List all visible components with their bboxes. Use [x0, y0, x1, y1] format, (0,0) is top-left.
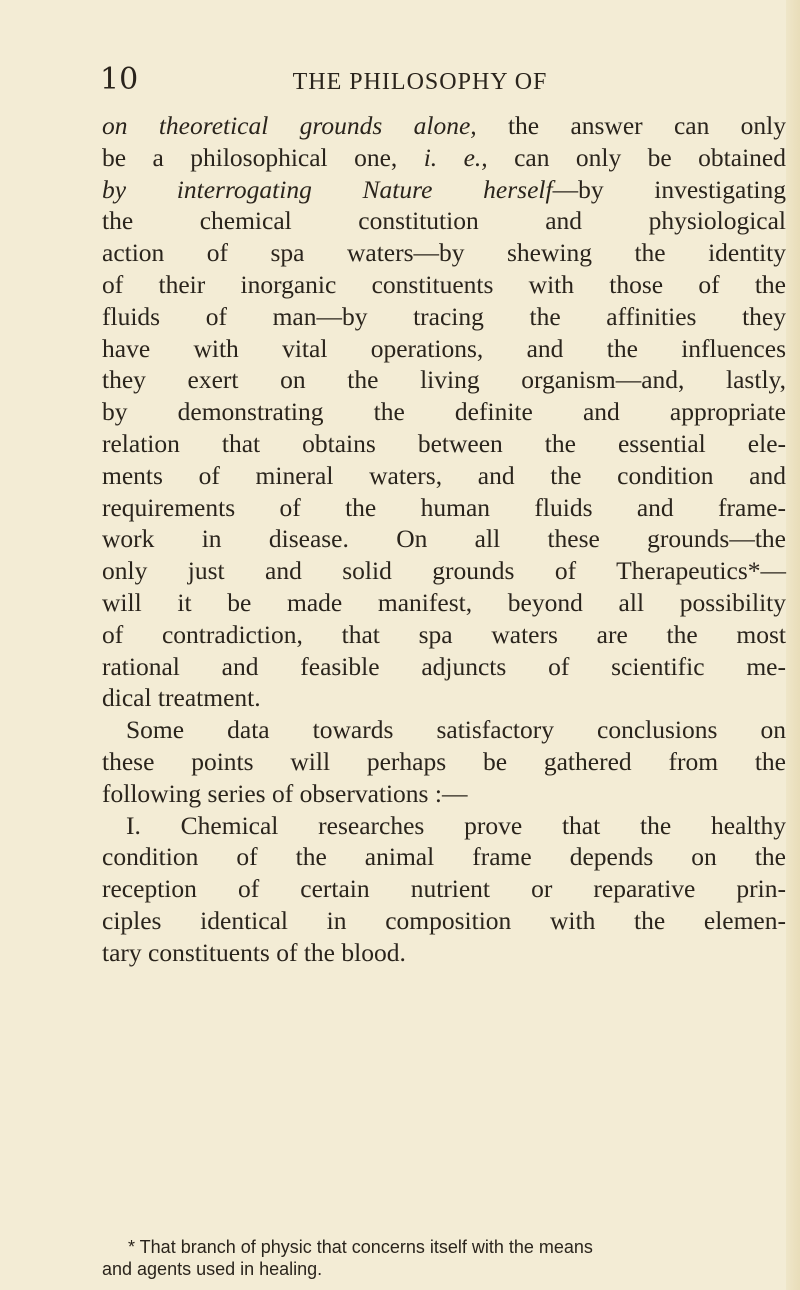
text-line [102, 142, 786, 174]
text-italic: by interrogating Nature herself [102, 174, 553, 204]
text-line: will it be made manifest, beyond all possibility [102, 587, 786, 617]
page-header [100, 60, 740, 100]
page-edge [786, 0, 800, 1290]
text-italic: i. e., [423, 142, 488, 172]
text-line: rational and feasible adjuncts of scientific me- [102, 651, 786, 681]
text-line: ments of mineral waters, and the condition and [102, 460, 786, 490]
text-line: have with vital operations, and the influences [102, 333, 786, 363]
text-line: only just and solid grounds of Therapeutics*— [102, 556, 786, 586]
text-line: relation that obtains between the essential ele- [102, 428, 786, 458]
text-italic: on theoretical grounds alone, [102, 111, 477, 140]
text-line: Some data towards satisfactory conclusions on [126, 715, 786, 745]
text-line: by demonstrating the definite and appropriate [102, 397, 786, 427]
text-line [102, 110, 786, 142]
text-line: they exert on the living organism—and, lastly, [102, 365, 786, 395]
text-line: work in disease. On all these grounds—the [102, 524, 786, 554]
body-text [102, 110, 786, 969]
footnote-line: and agents used in healing. [102, 1259, 323, 1279]
text-line [102, 174, 786, 206]
text-line: tary constituents of the blood. [102, 937, 406, 967]
text-span: —by investigating [552, 174, 787, 204]
text-line: fluids of man—by tracing the affinities they [102, 301, 786, 331]
text-line: requirements of the human fluids and frame- [102, 492, 786, 522]
text-line: of contradiction, that spa waters are the most [102, 619, 786, 649]
text-span: the answer can only [476, 111, 787, 140]
text-line: these points will perhaps be gathered from the [102, 746, 786, 776]
text-span: can only be obtained [487, 142, 786, 172]
text-line: ciples identical in composition with the elemen- [102, 905, 786, 935]
text-line: condition of the animal frame depends on the [102, 842, 786, 872]
text-line: reception of certain nutrient or reparative prin- [102, 874, 786, 904]
footnote-line: * That branch of physic that concerns itself with the means [128, 1237, 593, 1257]
text-line: dical treatment. [102, 683, 261, 713]
page-number: 10 [100, 62, 139, 97]
text-line: action of spa waters—by shewing the identity [102, 238, 786, 268]
text-line: following series of observations :— [102, 778, 468, 808]
footnote [102, 1236, 786, 1280]
running-title: THE PHILOSOPHY OF [292, 69, 548, 95]
text-line: of their inorganic constituents with those of the [102, 269, 786, 299]
text-line: I. Chemical researches prove that the healthy [126, 810, 786, 840]
text-span: be a philosophical one, [102, 142, 424, 172]
text-line: the chemical constitution and physiological [102, 206, 786, 236]
